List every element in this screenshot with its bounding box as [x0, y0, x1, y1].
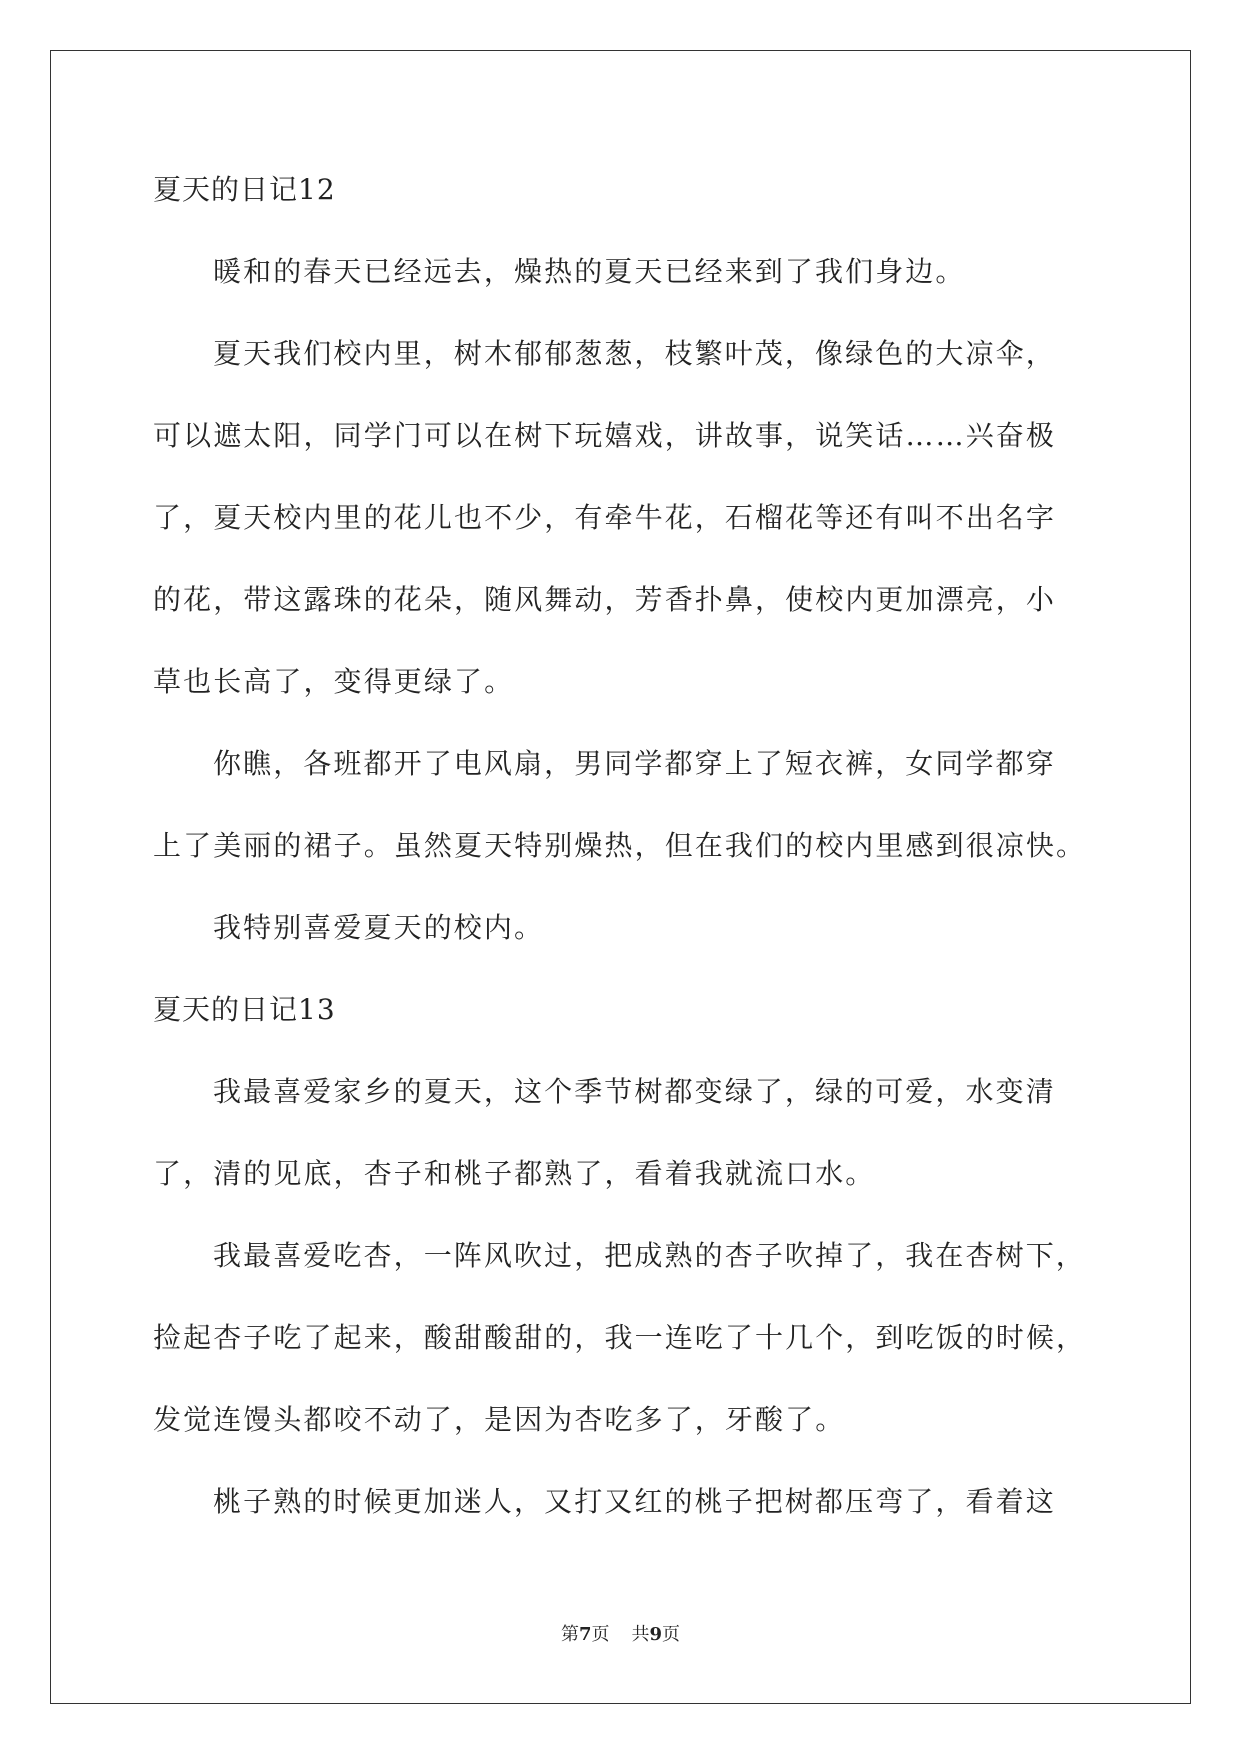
- total-pages-prefix: 共: [631, 1624, 650, 1645]
- paragraph-line: 了，夏天校内里的花儿也不少，有牵牛花，石榴花等还有叫不出名字: [153, 501, 1057, 534]
- paragraph-line: 捡起杏子吃了起来，酸甜酸甜的，我一连吃了十几个，到吃饭的时候，: [153, 1321, 1087, 1354]
- section-heading: 夏天的日记13: [153, 993, 336, 1026]
- section-heading: 夏天的日记12: [153, 173, 336, 206]
- paragraph-line: 桃子熟的时候更加迷人，又打又红的桃子把树都压弯了，看着这: [213, 1485, 1056, 1518]
- paragraph-line: 我最喜爱吃杏，一阵风吹过，把成熟的杏子吹掉了，我在杏树下，: [213, 1239, 1086, 1272]
- document-body: [153, 160, 1093, 1554]
- paragraph-line: 的花，带这露珠的花朵，随风舞动，芳香扑鼻，使校内更加漂亮，小: [153, 583, 1057, 616]
- paragraph-line: 上了美丽的裙子。虽然夏天特别燥热，但在我们的校内里感到很凉快。: [153, 829, 1087, 862]
- current-page-number: 7: [578, 1624, 592, 1645]
- paragraph-line: 发觉连馒头都咬不动了，是因为杏吃多了，牙酸了。: [153, 1403, 846, 1436]
- paragraph-line: 我最喜爱家乡的夏天，这个季节树都变绿了，绿的可爱，水变清: [213, 1075, 1056, 1108]
- total-pages-number: 9: [649, 1624, 663, 1645]
- paragraph-line: 草也长高了，变得更绿了。: [153, 665, 515, 698]
- paragraph-line: 夏天我们校内里，树木郁郁葱葱，枝繁叶茂，像绿色的大凉伞，: [213, 337, 1056, 370]
- page-number-suffix: 页: [591, 1624, 610, 1645]
- paragraph-line: 你瞧，各班都开了电风扇，男同学都穿上了短衣裤，女同学都穿: [213, 747, 1056, 780]
- paragraph-line: 可以遮太阳，同学门可以在树下玩嬉戏，讲故事，说笑话……兴奋极: [153, 419, 1057, 452]
- total-pages-suffix: 页: [662, 1624, 681, 1645]
- paragraph-line: 我特别喜爱夏天的校内。: [213, 911, 545, 944]
- paragraph-line: 暖和的春天已经远去，燥热的夏天已经来到了我们身边。: [213, 255, 966, 288]
- page-number-prefix: 第: [560, 1624, 579, 1645]
- page-footer: [0, 1620, 1241, 1646]
- paragraph-line: 了，清的见底，杏子和桃子都熟了，看着我就流口水。: [153, 1157, 876, 1190]
